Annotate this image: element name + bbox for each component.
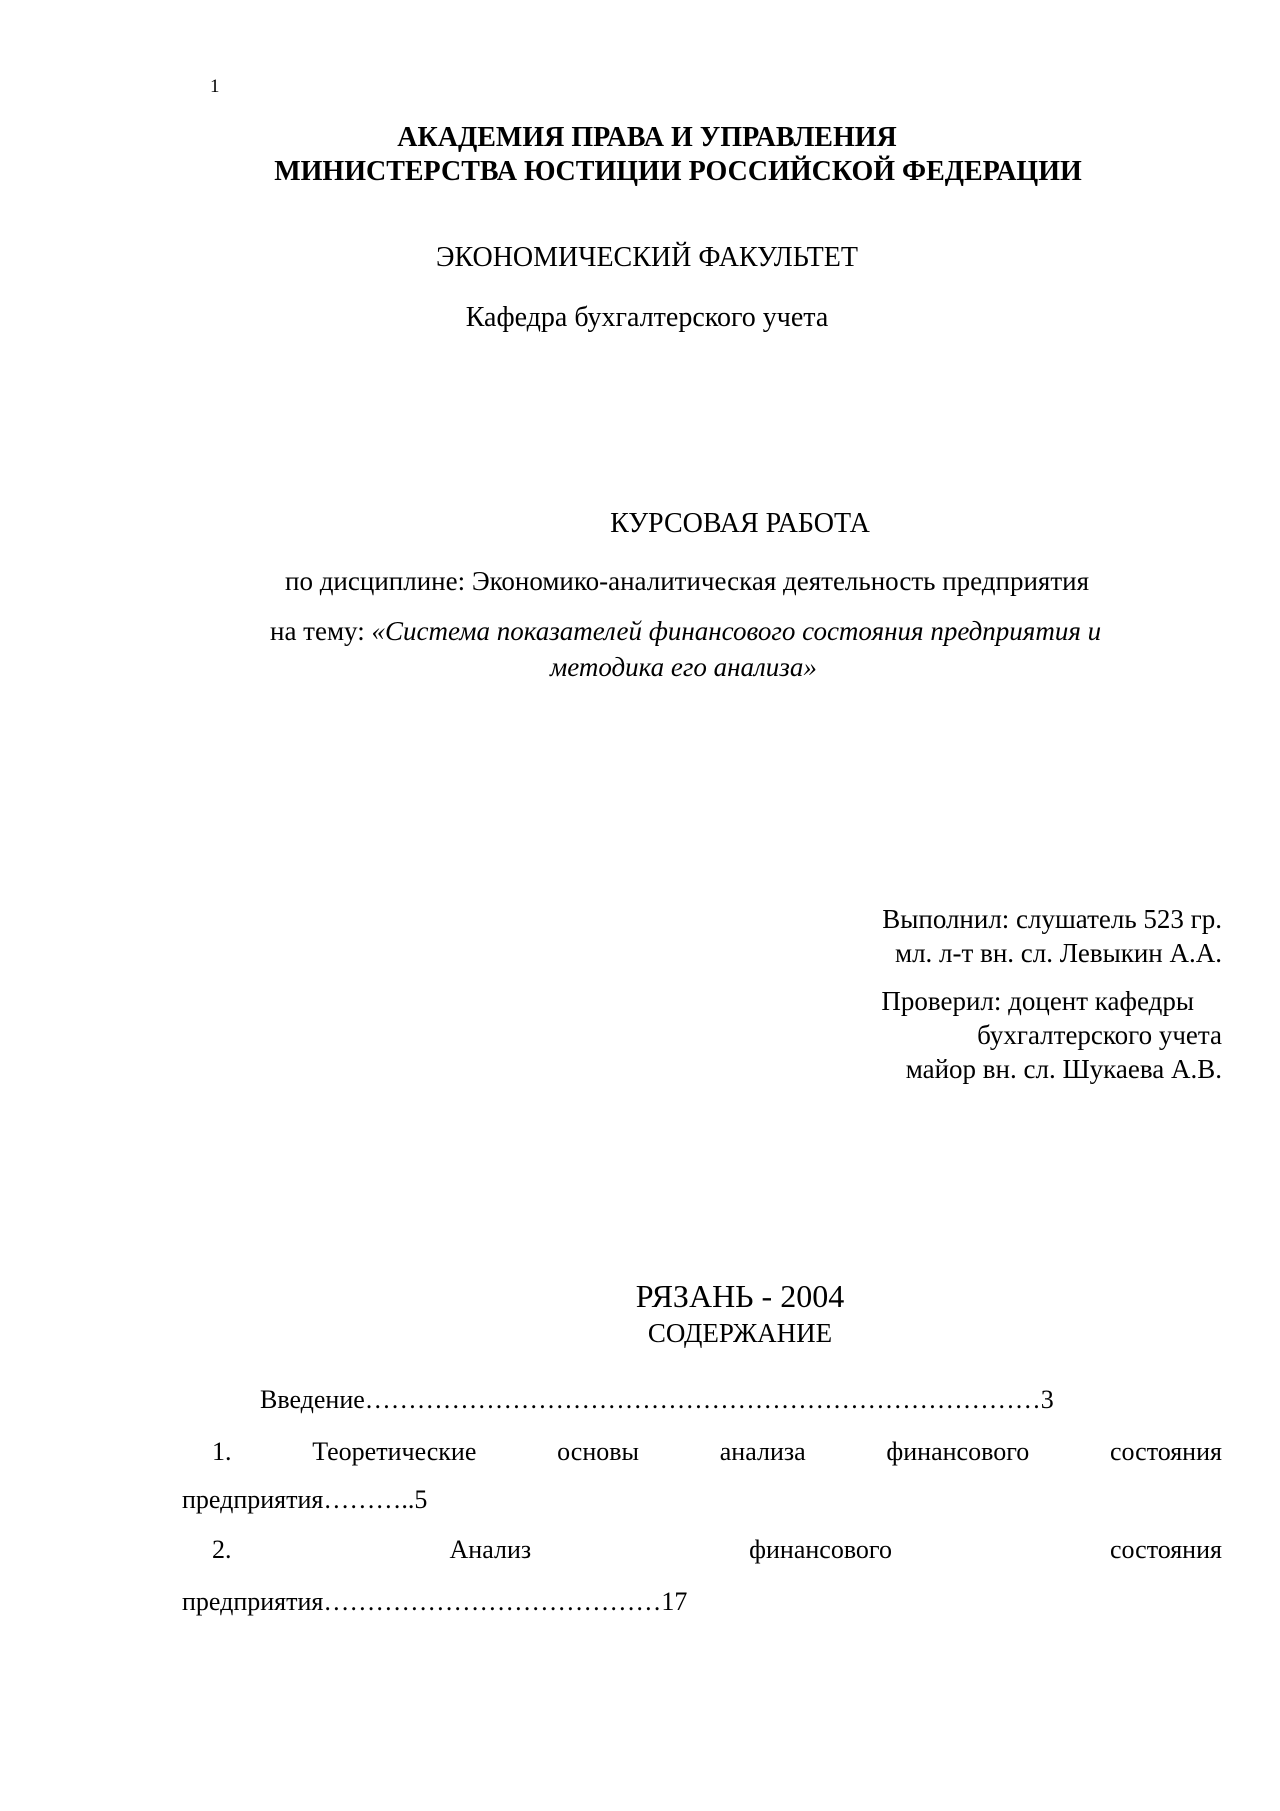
academy-title: [0, 121, 1280, 189]
toc-word: Анализ: [449, 1535, 532, 1564]
performed-by-line2: мл. л-т вн. сл. Левыкин А.А.: [895, 938, 1222, 968]
checked-by-block: [881, 984, 1222, 1086]
toc-item1-line1: [182, 1437, 1222, 1467]
page-number: 1: [210, 76, 220, 97]
performed-by-block: [882, 902, 1222, 970]
performed-by-line1: Выполнил: слушатель 523 гр.: [882, 904, 1222, 934]
toc-word: 2.: [212, 1535, 232, 1564]
toc-word: анализа: [719, 1437, 806, 1466]
academy-title-line2: МИНИСТЕРСТВА ЮСТИЦИИ РОССИЙСКОЙ ФЕДЕРАЦИИ: [274, 156, 1082, 187]
work-type-heading: КУРСОВАЯ РАБОТА: [610, 508, 870, 539]
toc-word: состояния: [1109, 1535, 1222, 1564]
toc-item2-line1: [182, 1535, 1222, 1565]
discipline-line: по дисциплине: Экономико-аналитическая деятельность предприятия: [285, 566, 1089, 596]
toc-word: финансового: [749, 1535, 892, 1564]
topic-title-part1: «Система показателей финансового состояния предприятия и: [371, 616, 1102, 646]
toc-item2-line2: предприятия…………………………………17: [182, 1587, 688, 1616]
checked-by-line1: Проверил: доцент кафедры: [881, 986, 1194, 1016]
toc-word: основы: [557, 1437, 639, 1466]
toc-item1-line2: предприятия………..5: [182, 1485, 428, 1514]
toc-word: состояния: [1109, 1437, 1222, 1466]
department-name: Кафедра бухгалтерского учета: [465, 302, 829, 333]
academy-title-line1: АКАДЕМИЯ ПРАВА И УПРАВЛЕНИЯ: [397, 122, 897, 153]
faculty-name: ЭКОНОМИЧЕСКИЙ ФАКУЛЬТЕТ: [436, 242, 858, 273]
toc-intro-entry: Введение……………………………………………………………………3: [260, 1385, 1054, 1414]
topic-prefix: на тему:: [270, 616, 372, 646]
toc-word: финансового: [886, 1437, 1030, 1466]
topic-title-part2: методика его анализа»: [550, 652, 817, 682]
city-year: РЯЗАНЬ - 2004: [635, 1278, 845, 1314]
topic-line1: [270, 616, 1101, 647]
toc-word: 1.: [212, 1437, 232, 1466]
checked-by-line3: майор вн. сл. Шукаева А.В.: [905, 1054, 1222, 1084]
toc-word: Теоретические: [312, 1437, 477, 1466]
checked-by-line2: бухгалтерского учета: [977, 1020, 1222, 1050]
contents-title: СОДЕРЖАНИЕ: [647, 1318, 833, 1348]
